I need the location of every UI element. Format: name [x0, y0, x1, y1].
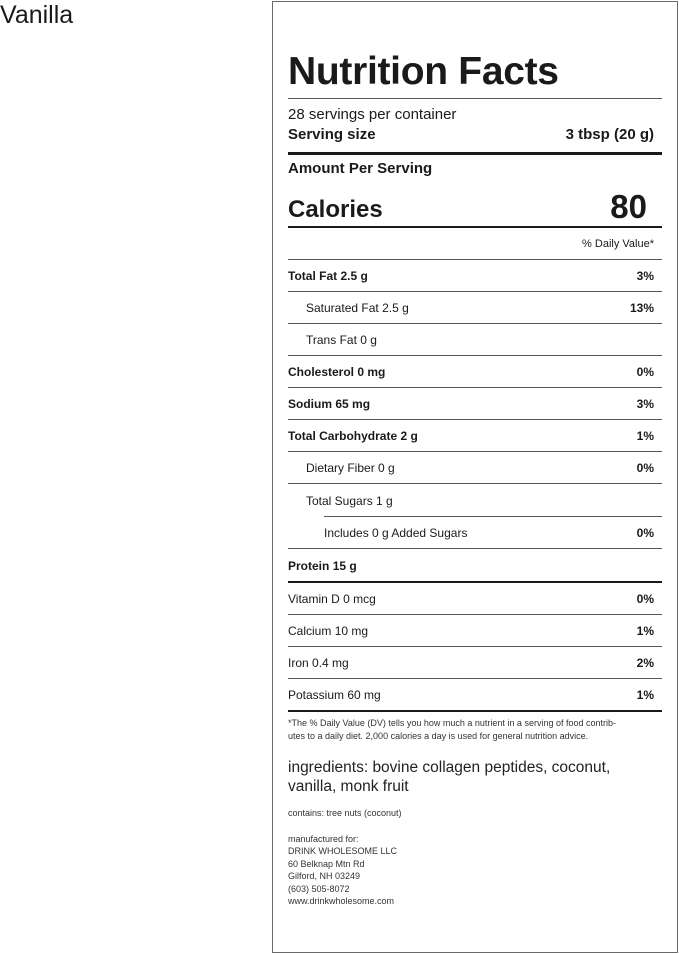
nutrient-row-cholesterol — [288, 356, 662, 388]
footnote-line: utes to a daily diet. 2,000 calories a day is used for general nutrition advice. — [288, 731, 589, 741]
nutrient-row-total-sugars — [288, 485, 662, 517]
manufacturer-city: Gilford, NH 03249 — [288, 871, 361, 882]
nutrient-dv: 13% — [629, 301, 654, 315]
nutrient-name: Total Fat — [288, 269, 338, 283]
vitamin-name: Potassium — [288, 688, 345, 702]
nutrient-amount: 0 g — [378, 461, 395, 475]
vitamin-amount: 0.4 mg — [312, 656, 349, 670]
vitamin-row-calcium — [288, 615, 662, 647]
ingredients-line: vanilla, monk fruit — [288, 778, 409, 795]
manufacturer-phone: (603) 505-8072 — [288, 883, 350, 894]
nutrient-row-saturated-fat — [288, 292, 662, 324]
nutrient-dv: 0% — [636, 526, 654, 540]
nutrient-dv: 0% — [636, 365, 654, 379]
calories-label: Calories — [288, 196, 383, 223]
manufacturer-company: DRINK WHOLESOME LLC — [288, 846, 398, 857]
nutrient-name: Dietary Fiber — [306, 461, 375, 475]
nutrient-name: Cholesterol — [288, 365, 355, 379]
serving-size-row — [288, 126, 662, 144]
manufacturer-heading: manufactured for: — [288, 834, 359, 844]
vitamin-name: Calcium — [288, 624, 332, 638]
vitamin-row-potassium — [288, 679, 662, 711]
manufacturer-info — [288, 833, 397, 907]
daily-value-header: % Daily Value* — [582, 238, 654, 250]
nutrient-row-total-carbohydrate — [288, 420, 662, 452]
vitamin-amount: 60 mg — [347, 688, 381, 702]
nutrient-name: Total Carbohydrate — [288, 429, 398, 443]
nutrition-facts-title: Nutrition Facts — [288, 50, 559, 93]
divider — [288, 98, 662, 99]
divider-medium — [288, 226, 662, 228]
nutrient-row-trans-fat — [288, 324, 662, 356]
divider-medium — [288, 710, 662, 712]
vitamin-amount: 0 mcg — [343, 592, 376, 606]
ingredients-text — [288, 758, 658, 796]
divider-thick — [288, 152, 662, 155]
nutrient-amount: 2 g — [400, 429, 418, 443]
vitamin-dv: 1% — [636, 688, 654, 702]
nutrient-name: Protein — [288, 559, 330, 573]
nutrition-label — [272, 1, 678, 953]
nutrient-amount: 15 g — [332, 559, 357, 573]
vitamin-amount: 10 mg — [334, 624, 369, 638]
product-name: Vanilla — [0, 1, 74, 29]
nutrient-row-added-sugars — [288, 517, 662, 549]
nutrient-name: Sodium — [288, 397, 332, 411]
vitamin-row-vitamin-d — [288, 583, 662, 615]
vitamin-dv: 1% — [636, 624, 654, 638]
nutrient-dv: 0% — [636, 461, 654, 475]
servings-per-container: 28 servings per container — [288, 106, 457, 123]
serving-size-label: Serving size — [288, 126, 376, 143]
nutrient-row-protein — [288, 550, 662, 582]
manufacturer-website: www.drinkwholesome.com — [288, 896, 395, 907]
calories-value: 80 — [610, 188, 647, 225]
vitamin-row-iron — [288, 647, 662, 679]
allergen-statement: contains: tree nuts (coconut) — [288, 808, 402, 818]
amount-per-serving: Amount Per Serving — [288, 160, 433, 177]
nutrient-amount: 0 mg — [357, 365, 386, 379]
nutrient-row-dietary-fiber — [288, 452, 662, 484]
vitamin-dv: 2% — [636, 656, 654, 670]
nutrient-name: Includes 0 g Added Sugars — [324, 526, 468, 540]
ingredients-line: ingredients: bovine collagen peptides, coconut, — [288, 759, 611, 776]
footnote-line: *The % Daily Value (DV) tells you how much a nutrient in a serving of food contrib- — [288, 718, 616, 728]
vitamin-name: Vitamin D — [288, 592, 340, 606]
nutrient-name: Trans Fat — [306, 333, 357, 347]
daily-value-footnote — [288, 717, 654, 743]
vitamin-dv: 0% — [636, 592, 654, 606]
nutrient-name: Saturated Fat — [306, 301, 379, 315]
serving-size-value: 3 tbsp (20 g) — [565, 126, 654, 143]
vitamin-name: Iron — [288, 656, 309, 670]
nutrient-row-sodium — [288, 388, 662, 420]
nutrient-amount: 2.5 g — [340, 269, 368, 283]
nutrient-amount: 1 g — [376, 494, 393, 508]
nutrient-row-total-fat — [288, 260, 662, 292]
manufacturer-street: 60 Belknap Mtn Rd — [288, 858, 365, 869]
nutrient-amount: 2.5 g — [382, 301, 409, 315]
nutrient-dv: 3% — [636, 269, 654, 283]
nutrient-amount: 0 g — [360, 333, 377, 347]
nutrient-dv: 3% — [636, 397, 654, 411]
nutrient-dv: 1% — [636, 429, 654, 443]
nutrient-amount: 65 mg — [335, 397, 371, 411]
nutrient-name: Total Sugars — [306, 494, 373, 508]
